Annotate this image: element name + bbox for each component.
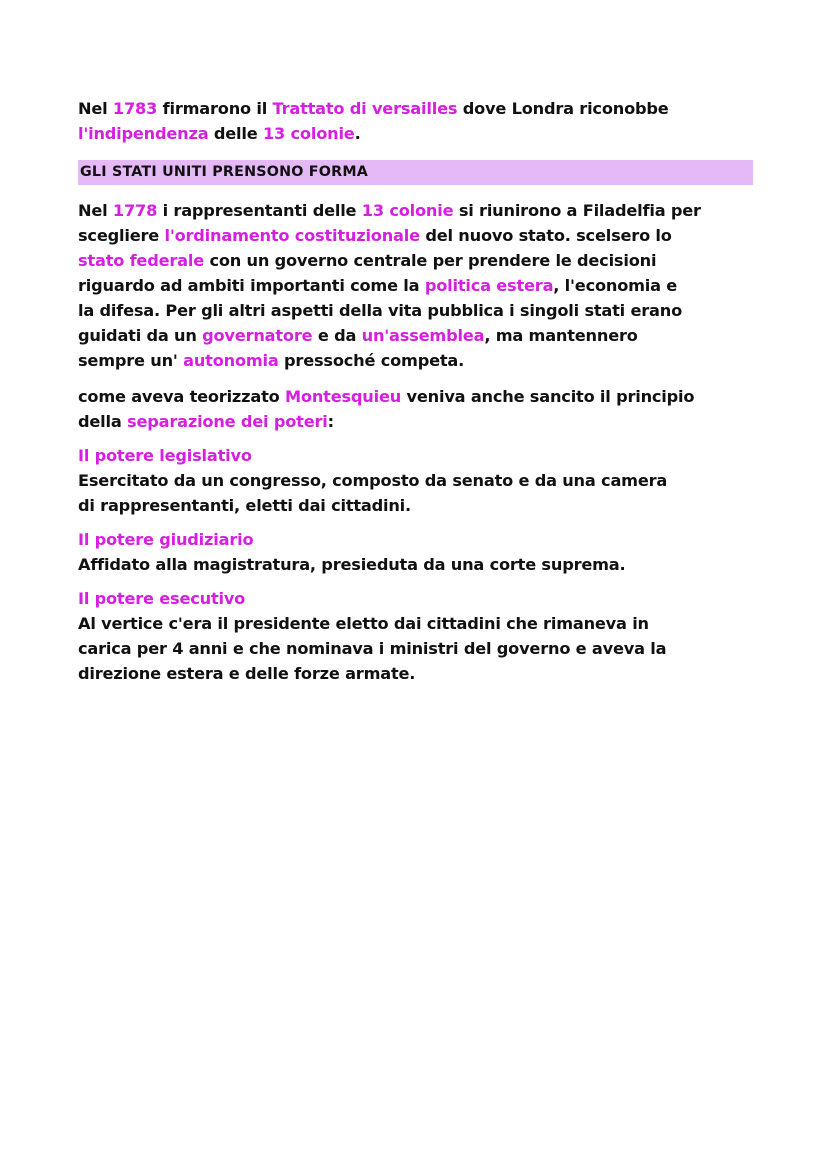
text-run: . — [354, 124, 361, 143]
text-run: guidati da un — [78, 326, 203, 345]
text-run: la difesa. Per gli altri aspetti della vita pubblica i singoli stati erano — [78, 301, 682, 320]
text-run: e da — [312, 326, 362, 345]
text-run: veniva anche sancito il principio — [401, 387, 695, 406]
highlighted-term: autonomia — [183, 351, 279, 370]
text-run: : — [327, 412, 334, 431]
intro-line-1 — [78, 96, 754, 121]
paragraph-line: direzione estera e delle forze armate. — [78, 664, 416, 683]
judicial-description — [78, 552, 754, 577]
executive-description — [78, 611, 754, 686]
text-run: del nuovo stato. scelsero lo — [419, 226, 672, 245]
highlighted-term: 13 colonie — [262, 124, 355, 143]
highlighted-term: un'assemblea — [361, 326, 485, 345]
legislative-description — [78, 468, 754, 518]
paragraph-line: Affidato alla magistratura, presieduta da una corte suprema. — [78, 555, 626, 574]
subheading-judicial: Il potere giudiziario — [78, 530, 254, 549]
paragraph-line: Al vertice c'era il presidente eletto dai cittadini che rimaneva in — [78, 614, 649, 633]
highlighted-term: separazione dei poteri — [127, 412, 328, 431]
separation-paragraph — [78, 384, 754, 434]
paragraph-line: di rappresentanti, eletti dai cittadini. — [78, 496, 411, 515]
paragraph-line — [78, 323, 754, 348]
highlighted-term: stato federale — [78, 251, 205, 270]
section-heading: GLI STATI UNITI PRENSONO FORMA — [78, 160, 753, 185]
paragraph-line: carica per 4 anni e che nominava i ministri del governo e aveva la — [78, 639, 667, 658]
paragraph-line — [78, 273, 754, 298]
text-run: , ma mantennero — [484, 326, 638, 345]
text-run: sempre un' — [78, 351, 184, 370]
highlighted-term: l'ordinamento costituzionale — [164, 226, 420, 245]
power-section-legislative — [78, 443, 754, 518]
subheading-executive: Il potere esecutivo — [78, 589, 246, 608]
paragraph-line — [78, 198, 754, 223]
text-run: Nel — [78, 99, 113, 118]
text-run: della — [78, 412, 128, 431]
federal-state-paragraph — [78, 198, 754, 373]
subheading-legislative: Il potere legislativo — [78, 446, 252, 465]
text-run: Nel — [78, 201, 113, 220]
text-run: , l'economia e — [553, 276, 678, 295]
document-page — [78, 96, 754, 686]
highlighted-term: 1783 — [112, 99, 158, 118]
paragraph-line — [78, 223, 754, 248]
paragraph-line: Esercitato da un congresso, composto da senato e da una camera — [78, 471, 668, 490]
highlighted-term: 13 colonie — [361, 201, 454, 220]
paragraph-line — [78, 384, 754, 409]
highlighted-term: l'indipendenza — [78, 124, 209, 143]
intro-paragraph — [78, 96, 754, 146]
text-run: come aveva teorizzato — [78, 387, 285, 406]
paragraph-line — [78, 248, 754, 273]
highlighted-term: governatore — [202, 326, 313, 345]
text-run: scegliere — [78, 226, 165, 245]
text-run: dove Londra riconobbe — [457, 99, 669, 118]
text-run: riguardo ad ambiti importanti come la — [78, 276, 425, 295]
highlighted-term: 1778 — [112, 201, 158, 220]
paragraph-line — [78, 298, 754, 323]
text-run: con un governo centrale per prendere le decisioni — [204, 251, 657, 270]
highlighted-term: Trattato di versailles — [272, 99, 458, 118]
text-run: pressoché competa. — [278, 351, 465, 370]
paragraph-line — [78, 409, 754, 434]
text-run: si riunirono a Filadelfia per — [453, 201, 701, 220]
text-run: firmarono il — [157, 99, 273, 118]
text-run: i rappresentanti delle — [157, 201, 362, 220]
power-section-judicial — [78, 527, 754, 577]
intro-line-2 — [78, 121, 754, 146]
highlighted-term: Montesquieu — [285, 387, 402, 406]
highlighted-term: politica estera — [424, 276, 554, 295]
text-run: delle — [208, 124, 263, 143]
power-section-executive — [78, 586, 754, 686]
paragraph-line — [78, 348, 754, 373]
